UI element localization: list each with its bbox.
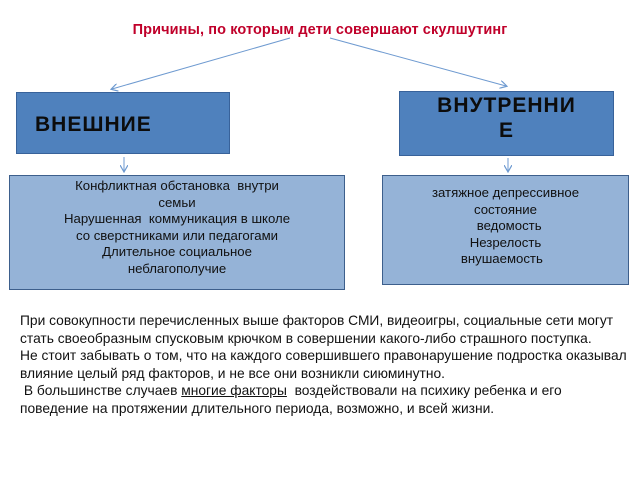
external-factors-list xyxy=(9,175,345,290)
external-item: Длительное социальное xyxy=(102,244,252,259)
external-item: неблагополучие xyxy=(127,260,227,276)
external-item: со сверстниками или педагогами xyxy=(75,227,279,243)
internal-factors-list xyxy=(382,175,629,285)
many-factors-link[interactable]: многие факторы xyxy=(181,383,287,398)
diagram-title: Причины, по которым дети совершают скулшутинг xyxy=(132,22,508,38)
paragraph-3 xyxy=(20,382,630,417)
paragraph-1: При совокупности перечисленных выше факторов СМИ, видеоигры, социальные сети могут стать своеобразным спусковым крючком в совершении какого-либо страшного поступка. xyxy=(20,313,617,346)
external-item: Нарушенная коммуникация в школе xyxy=(63,211,291,226)
paragraph-2: Не стоит забывать о том, что на каждого совершившего правонарушение подростка оказывал влияние целый ряд факторов, и не все они возникли сиюминутно. xyxy=(20,348,631,381)
external-item: Конфликтная обстановка внутри xyxy=(75,178,279,193)
internal-factors-label-line1: ВНУТРЕННИ xyxy=(437,94,576,117)
internal-item: состояние xyxy=(473,201,538,217)
explanation-text xyxy=(20,312,630,417)
external-factors-label: ВНЕШНИЕ xyxy=(35,113,152,136)
internal-item: Незрелость xyxy=(469,234,542,250)
arrow-title-to-external xyxy=(112,38,290,89)
internal-item: ведомость xyxy=(469,218,542,233)
internal-item: затяжное депрессивное xyxy=(431,185,580,200)
external-factors-box xyxy=(16,92,230,154)
external-item: семьи xyxy=(158,194,196,210)
internal-factors-label-line2: Е xyxy=(498,119,514,143)
paragraph-3-end: воздействовали на психику ребенка и его поведение на протяжении длительного периода, возможно, и всей жизни. xyxy=(20,383,566,416)
paragraph-3-start: В большинстве случаев xyxy=(20,383,182,398)
internal-item: внушаемость xyxy=(460,251,551,266)
arrow-title-to-internal xyxy=(330,38,506,86)
internal-factors-box xyxy=(399,91,614,156)
